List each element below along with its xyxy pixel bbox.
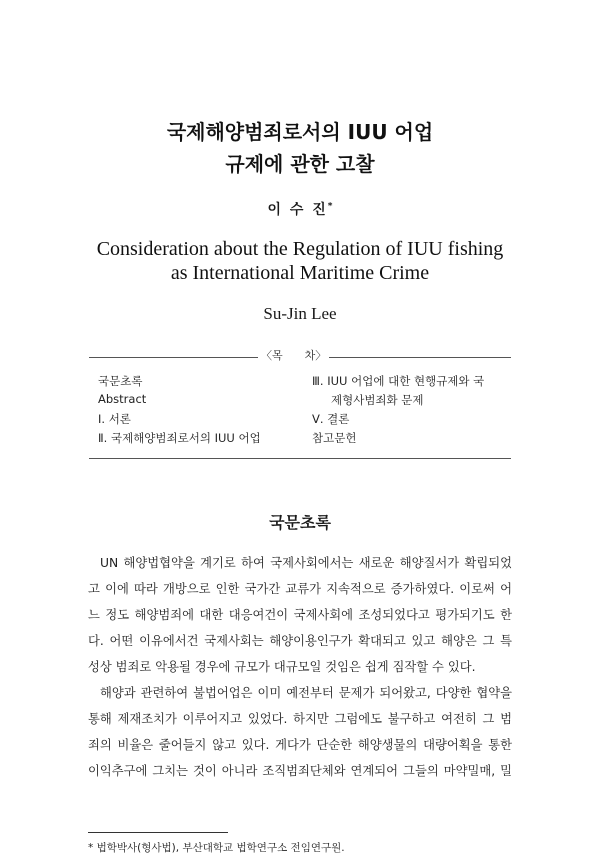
author-korean xyxy=(0,199,600,219)
body-text-line: 해양과 관련하여 불법어업은 이미 예전부터 문제가 되어왔고, 다양한 협약을 xyxy=(100,686,512,700)
body-text-line: 느 정도 해양범죄에 대한 대응여건이 국제사회에 조성되었다고 평가되기도 한 xyxy=(88,608,512,622)
body-text-line: 통해 제재조치가 이루어지고 있었다. 하지만 그럼에도 불구하고 여전히 그 범 xyxy=(88,712,512,726)
toc-item: Ⅴ. 결론 xyxy=(312,412,350,426)
toc-item: Ⅲ. IUU 어업에 대한 현행규제와 국 xyxy=(312,374,485,388)
title-english-line1: Consideration about the Regulation of IUU fishing xyxy=(96,238,504,260)
footnote-divider xyxy=(88,832,228,833)
title-korean-line1: 국제해양범죄로서의 IUU 어업 xyxy=(166,120,434,144)
footnote: * 법학박사(형사법), 부산대학교 법학연구소 전임연구원. xyxy=(88,842,345,854)
body-text-line: 이익추구에 그치는 것이 아니라 조직범죄단체와 연계되어 그들의 마약밀매, 밀 xyxy=(88,764,512,778)
title-korean-line2: 규제에 관한 고찰 xyxy=(225,152,375,176)
toc-item: 참고문헌 xyxy=(312,431,357,445)
body-text-line: 죄의 비율은 줄어들지 않고 있다. 게다가 단순한 해양생물의 대량어획을 통한 xyxy=(88,738,512,752)
toc-item: Abstract xyxy=(98,392,147,406)
author-korean-name: 이 수 진 xyxy=(267,202,328,218)
toc-item: Ⅱ. 국제해양범죄로서의 IUU 어업 xyxy=(98,431,261,445)
toc-item: 제형사범죄화 문제 xyxy=(331,393,424,407)
body-text-line: UN 해양법협약을 계기로 하여 국제사회에서는 새로운 해양질서가 확립되었 xyxy=(100,556,512,570)
body-text-line: 성상 범죄로 악용될 경우에 규모가 대규모일 것임은 쉽게 짐작할 수 있다. xyxy=(88,660,476,674)
toc-heading: 〈목 차〉 xyxy=(258,347,329,363)
body-text-line: 다. 어떤 이유에서건 국제사회는 해양이용인구가 확대되고 있고 해양은 그 특 xyxy=(88,634,512,648)
body-text-line: 고 이에 따라 개방으로 인한 국가간 교류가 지속적으로 증가하였다. 이로써 어 xyxy=(88,582,512,596)
toc-item: 국문초록 xyxy=(98,374,143,388)
title-english-line2: as International Maritime Crime xyxy=(170,262,430,284)
author-english: Su-Jin Lee xyxy=(263,304,337,323)
toc-item: Ⅰ. 서론 xyxy=(98,412,131,426)
abstract-heading: 국문초록 xyxy=(269,513,331,532)
author-footnote-mark: * xyxy=(327,201,333,212)
